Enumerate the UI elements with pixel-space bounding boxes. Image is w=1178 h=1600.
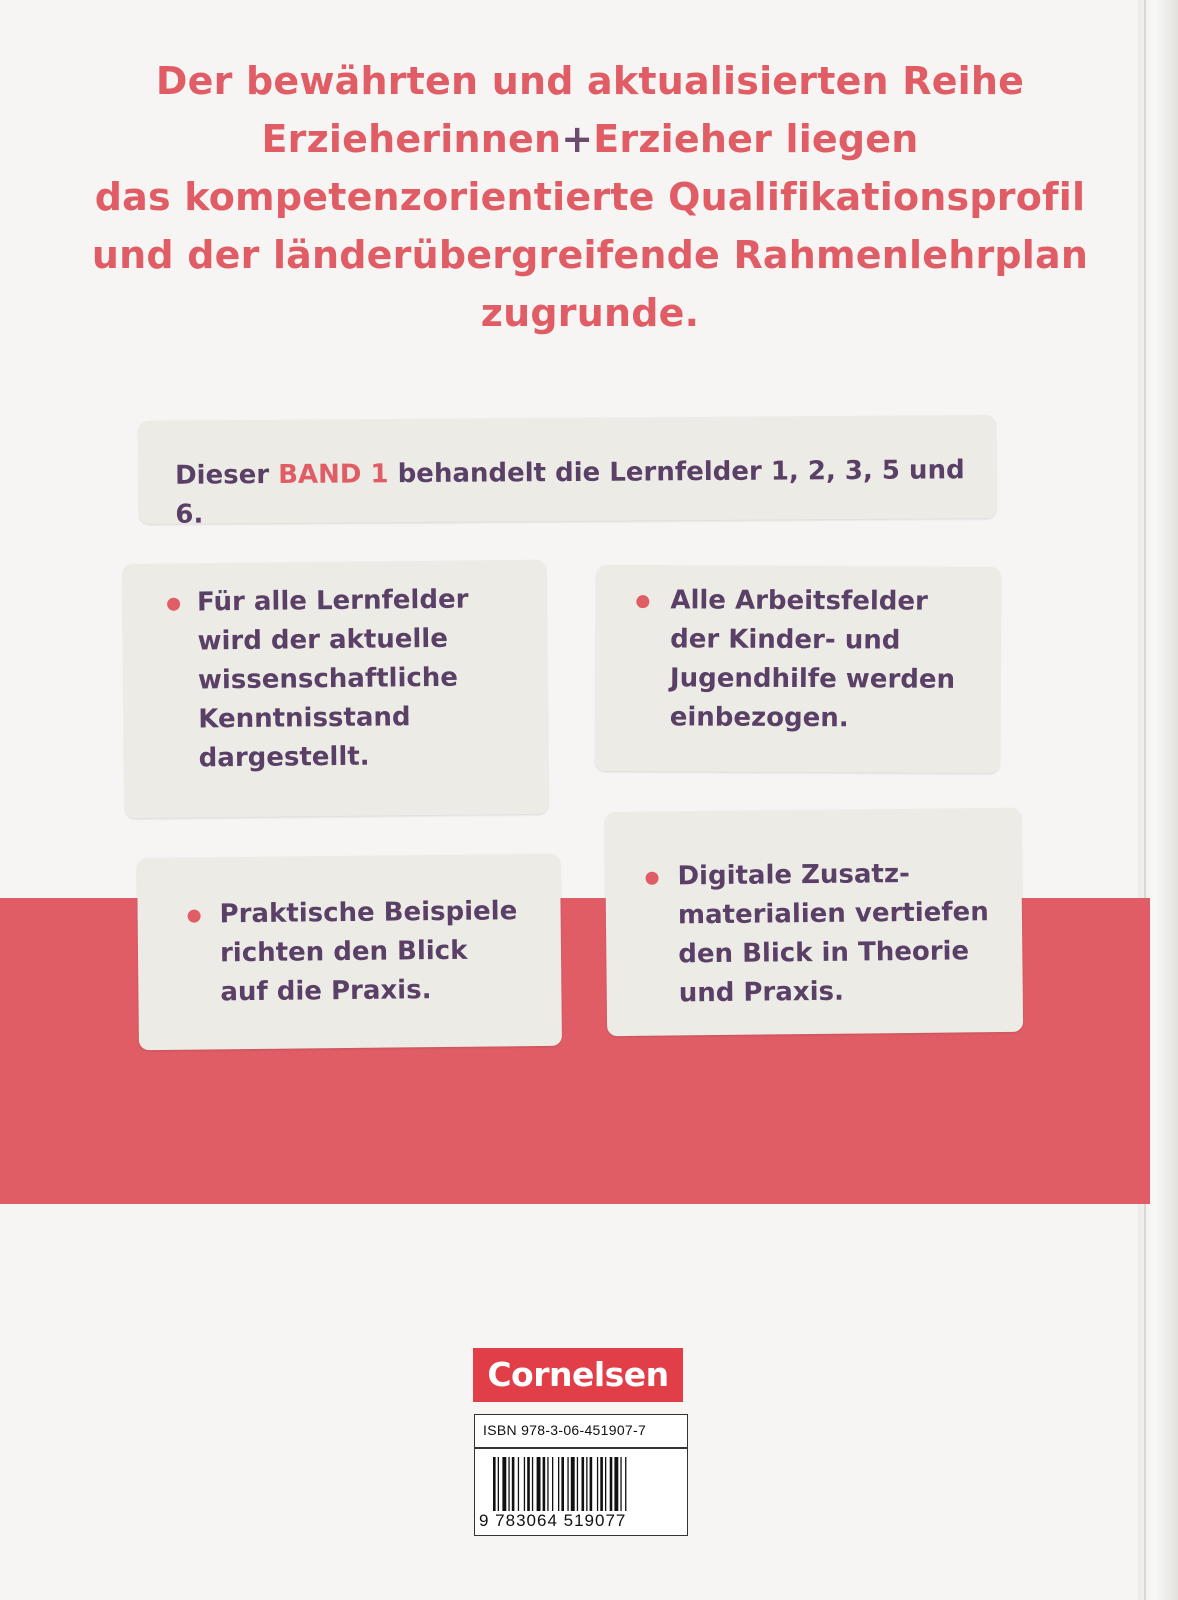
isbn-barcode-box — [474, 1414, 688, 1536]
card-line: den Blick in Theorie — [678, 936, 970, 970]
card-line: Jugendhilfe werden — [669, 663, 956, 695]
barcode-bar — [605, 1457, 606, 1511]
isbn-label: ISBN 978-3-06-451907-7 — [483, 1422, 647, 1438]
feature-card-arbeitsfelder — [595, 565, 1000, 773]
barcode-bar — [524, 1457, 525, 1511]
barcode-bar — [620, 1457, 621, 1511]
card-line: richten den Blick — [219, 935, 468, 969]
barcode-bar — [512, 1457, 515, 1511]
feature-card-text — [219, 892, 540, 1012]
barcode-bar — [561, 1457, 564, 1511]
feature-card-lernfelder — [123, 560, 549, 818]
barcode-bar — [558, 1457, 559, 1511]
card-line: Praktische Beispiele — [219, 896, 518, 930]
headline-line-4: und der länderübergreifende Rahmenlehrplan — [91, 233, 1089, 277]
barcode-bar — [600, 1457, 603, 1511]
feature-card-text — [670, 581, 991, 739]
card-line: wissenschaftliche — [197, 662, 459, 696]
barcode-bar — [610, 1457, 613, 1511]
barcode-bar — [502, 1457, 506, 1511]
cornelsen-logo: Cornelsen — [473, 1348, 683, 1402]
barcode-bar — [518, 1457, 519, 1511]
bullet-icon — [636, 595, 649, 608]
barcode-bar — [543, 1457, 546, 1511]
barcode-bar — [614, 1457, 618, 1511]
headline — [90, 52, 1090, 342]
headline-line-1: Der bewährten und aktualisierten Reihe — [155, 59, 1025, 103]
card-line: Digitale Zusatz- — [677, 858, 910, 892]
barcode-bar — [552, 1457, 553, 1511]
barcode-bar — [577, 1457, 578, 1511]
feature-card-text — [677, 854, 1009, 1013]
barcode-bar — [567, 1457, 568, 1511]
barcode-bar — [586, 1457, 587, 1511]
card-line: Kenntnisstand — [198, 702, 411, 735]
barcode-icon — [493, 1457, 673, 1511]
spine-line — [1144, 0, 1146, 1600]
card-line: materialien vertiefen — [677, 897, 989, 931]
bullet-icon — [188, 910, 201, 923]
band-info-card — [139, 415, 997, 530]
barcode-bar — [571, 1457, 575, 1511]
barcode-bar — [597, 1457, 598, 1511]
barcode-digits: 9 783064 519077 — [479, 1511, 627, 1530]
card-line: wird der aktuelle — [197, 623, 449, 657]
band-info-text — [175, 451, 997, 535]
barcode-bar — [582, 1457, 585, 1511]
headline-line-3: das kompetenzorientierte Qualifikationsprofil — [94, 175, 1086, 219]
barcode-bar — [547, 1457, 548, 1511]
barcode-bar — [527, 1457, 530, 1511]
band-info-prefix: Dieser — [174, 460, 279, 491]
isbn-divider — [475, 1447, 687, 1449]
headline-line-2 — [90, 110, 1090, 168]
feature-card-text — [197, 580, 529, 778]
card-line: auf die Praxis. — [220, 975, 432, 1008]
band-info-suffix: behandelt die Lernfelder 1, 2, 3, 5 und 6. — [175, 455, 965, 530]
barcode-bar — [537, 1457, 541, 1511]
card-line: und Praxis. — [678, 976, 845, 1009]
card-line: einbezogen. — [669, 702, 849, 734]
barcode-bar — [532, 1457, 533, 1511]
card-line: der Kinder- und — [670, 624, 901, 656]
series-plus: + — [561, 117, 594, 161]
barcode-bar — [625, 1457, 626, 1511]
feature-card-digital — [605, 808, 1023, 1036]
card-line: dargestellt. — [198, 741, 370, 774]
feature-card-praxis — [137, 854, 562, 1050]
band-number: BAND 1 — [278, 459, 389, 491]
card-line: Für alle Lernfelder — [196, 584, 469, 618]
bullet-icon — [645, 872, 658, 885]
card-line: Alle Arbeitsfelder — [670, 585, 928, 617]
barcode-bar — [493, 1457, 496, 1511]
barcode-bar — [498, 1457, 499, 1511]
barcode-bar — [590, 1457, 593, 1511]
series-name-part-1: Erzieherinnen — [261, 117, 562, 161]
barcode-bar — [508, 1457, 509, 1511]
bullet-icon — [167, 598, 180, 611]
headline-line-5: zugrunde. — [480, 291, 700, 335]
series-name-part-2: Erzieher liegen — [593, 117, 919, 161]
